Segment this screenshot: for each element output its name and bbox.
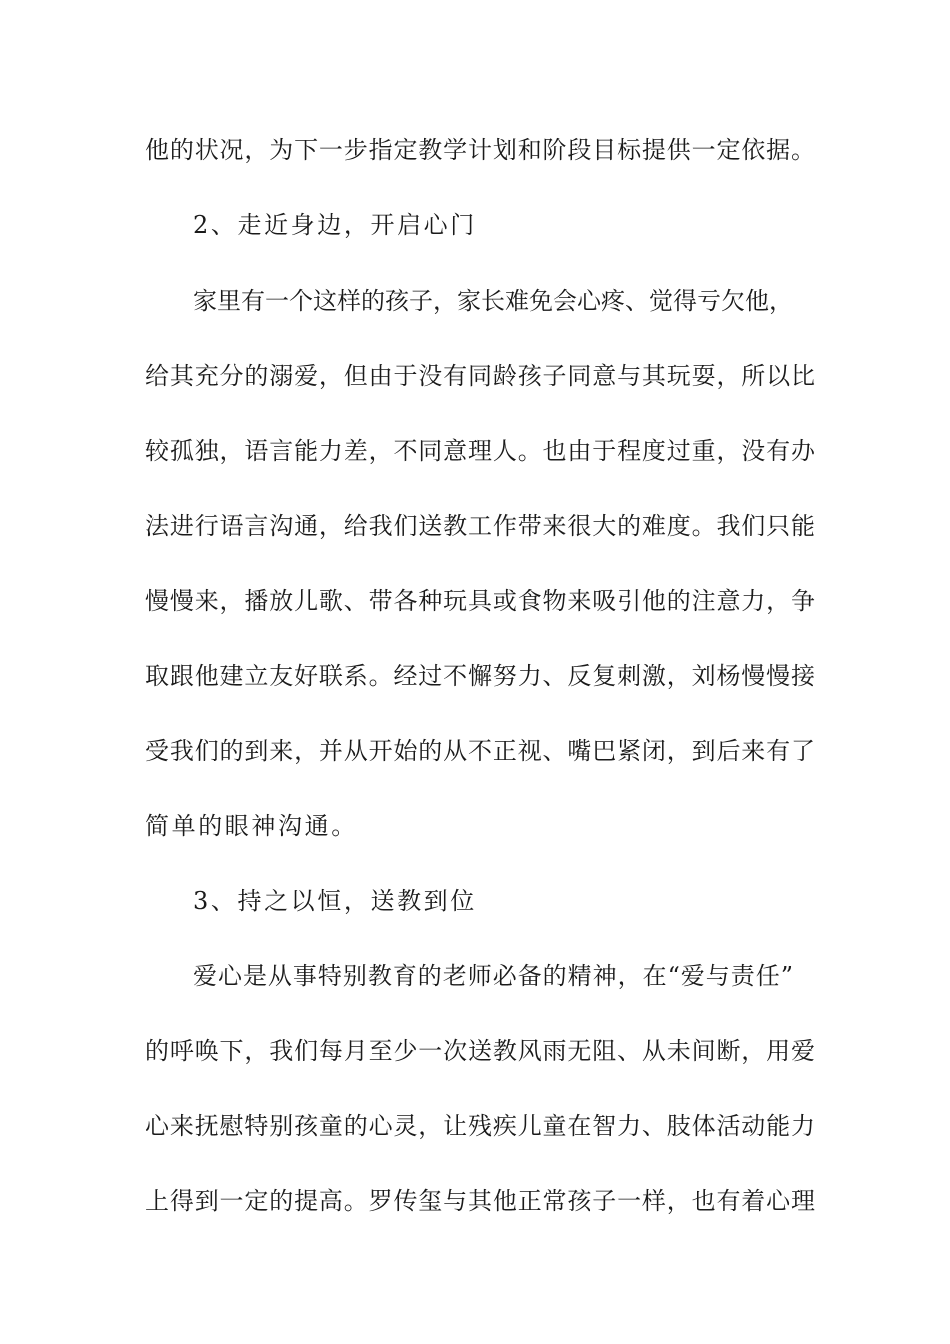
section-heading-2: 2、走近身边，开启心门 (193, 211, 477, 239)
paragraph-line: 给其充分的溺爱，但由于没有同龄孩子同意与其玩耍，所以比 (145, 362, 815, 390)
paragraph-line-continuation: 他的状况，为下一步指定教学计划和阶段目标提供一定依据。 (145, 136, 815, 164)
paragraph-line: 爱心是从事特别教育的老师必备的精神，在“爱与责任” (193, 962, 793, 990)
paragraph-line: 较孤独，语言能力差，不同意理人。也由于程度过重，没有办 (145, 437, 815, 465)
paragraph-line: 慢慢来，播放儿歌、带各种玩具或食物来吸引他的注意力，争 (145, 587, 815, 615)
paragraph-line: 法进行语言沟通，给我们送教工作带来很大的难度。我们只能 (145, 512, 815, 540)
paragraph-line: 家里有一个这样的孩子，家长难免会心疼、觉得亏欠他， (193, 287, 793, 315)
paragraph-line-last: 简单的眼神沟通。 (145, 812, 358, 840)
paragraph-line: 上得到一定的提高。罗传玺与其他正常孩子一样，也有着心理 (145, 1187, 815, 1215)
paragraph-line: 的呼唤下，我们每月至少一次送教风雨无阻、从未间断，用爱 (145, 1037, 815, 1065)
paragraph-line: 取跟他建立友好联系。经过不懈努力、反复刺激，刘杨慢慢接 (145, 662, 815, 690)
paragraph-line: 心来抚慰特别孩童的心灵，让残疾儿童在智力、肢体活动能力 (145, 1112, 815, 1140)
paragraph-line: 受我们的到来，并从开始的从不正视、嘴巴紧闭，到后来有了 (145, 737, 815, 765)
section-heading-3: 3、持之以恒，送教到位 (193, 887, 477, 915)
